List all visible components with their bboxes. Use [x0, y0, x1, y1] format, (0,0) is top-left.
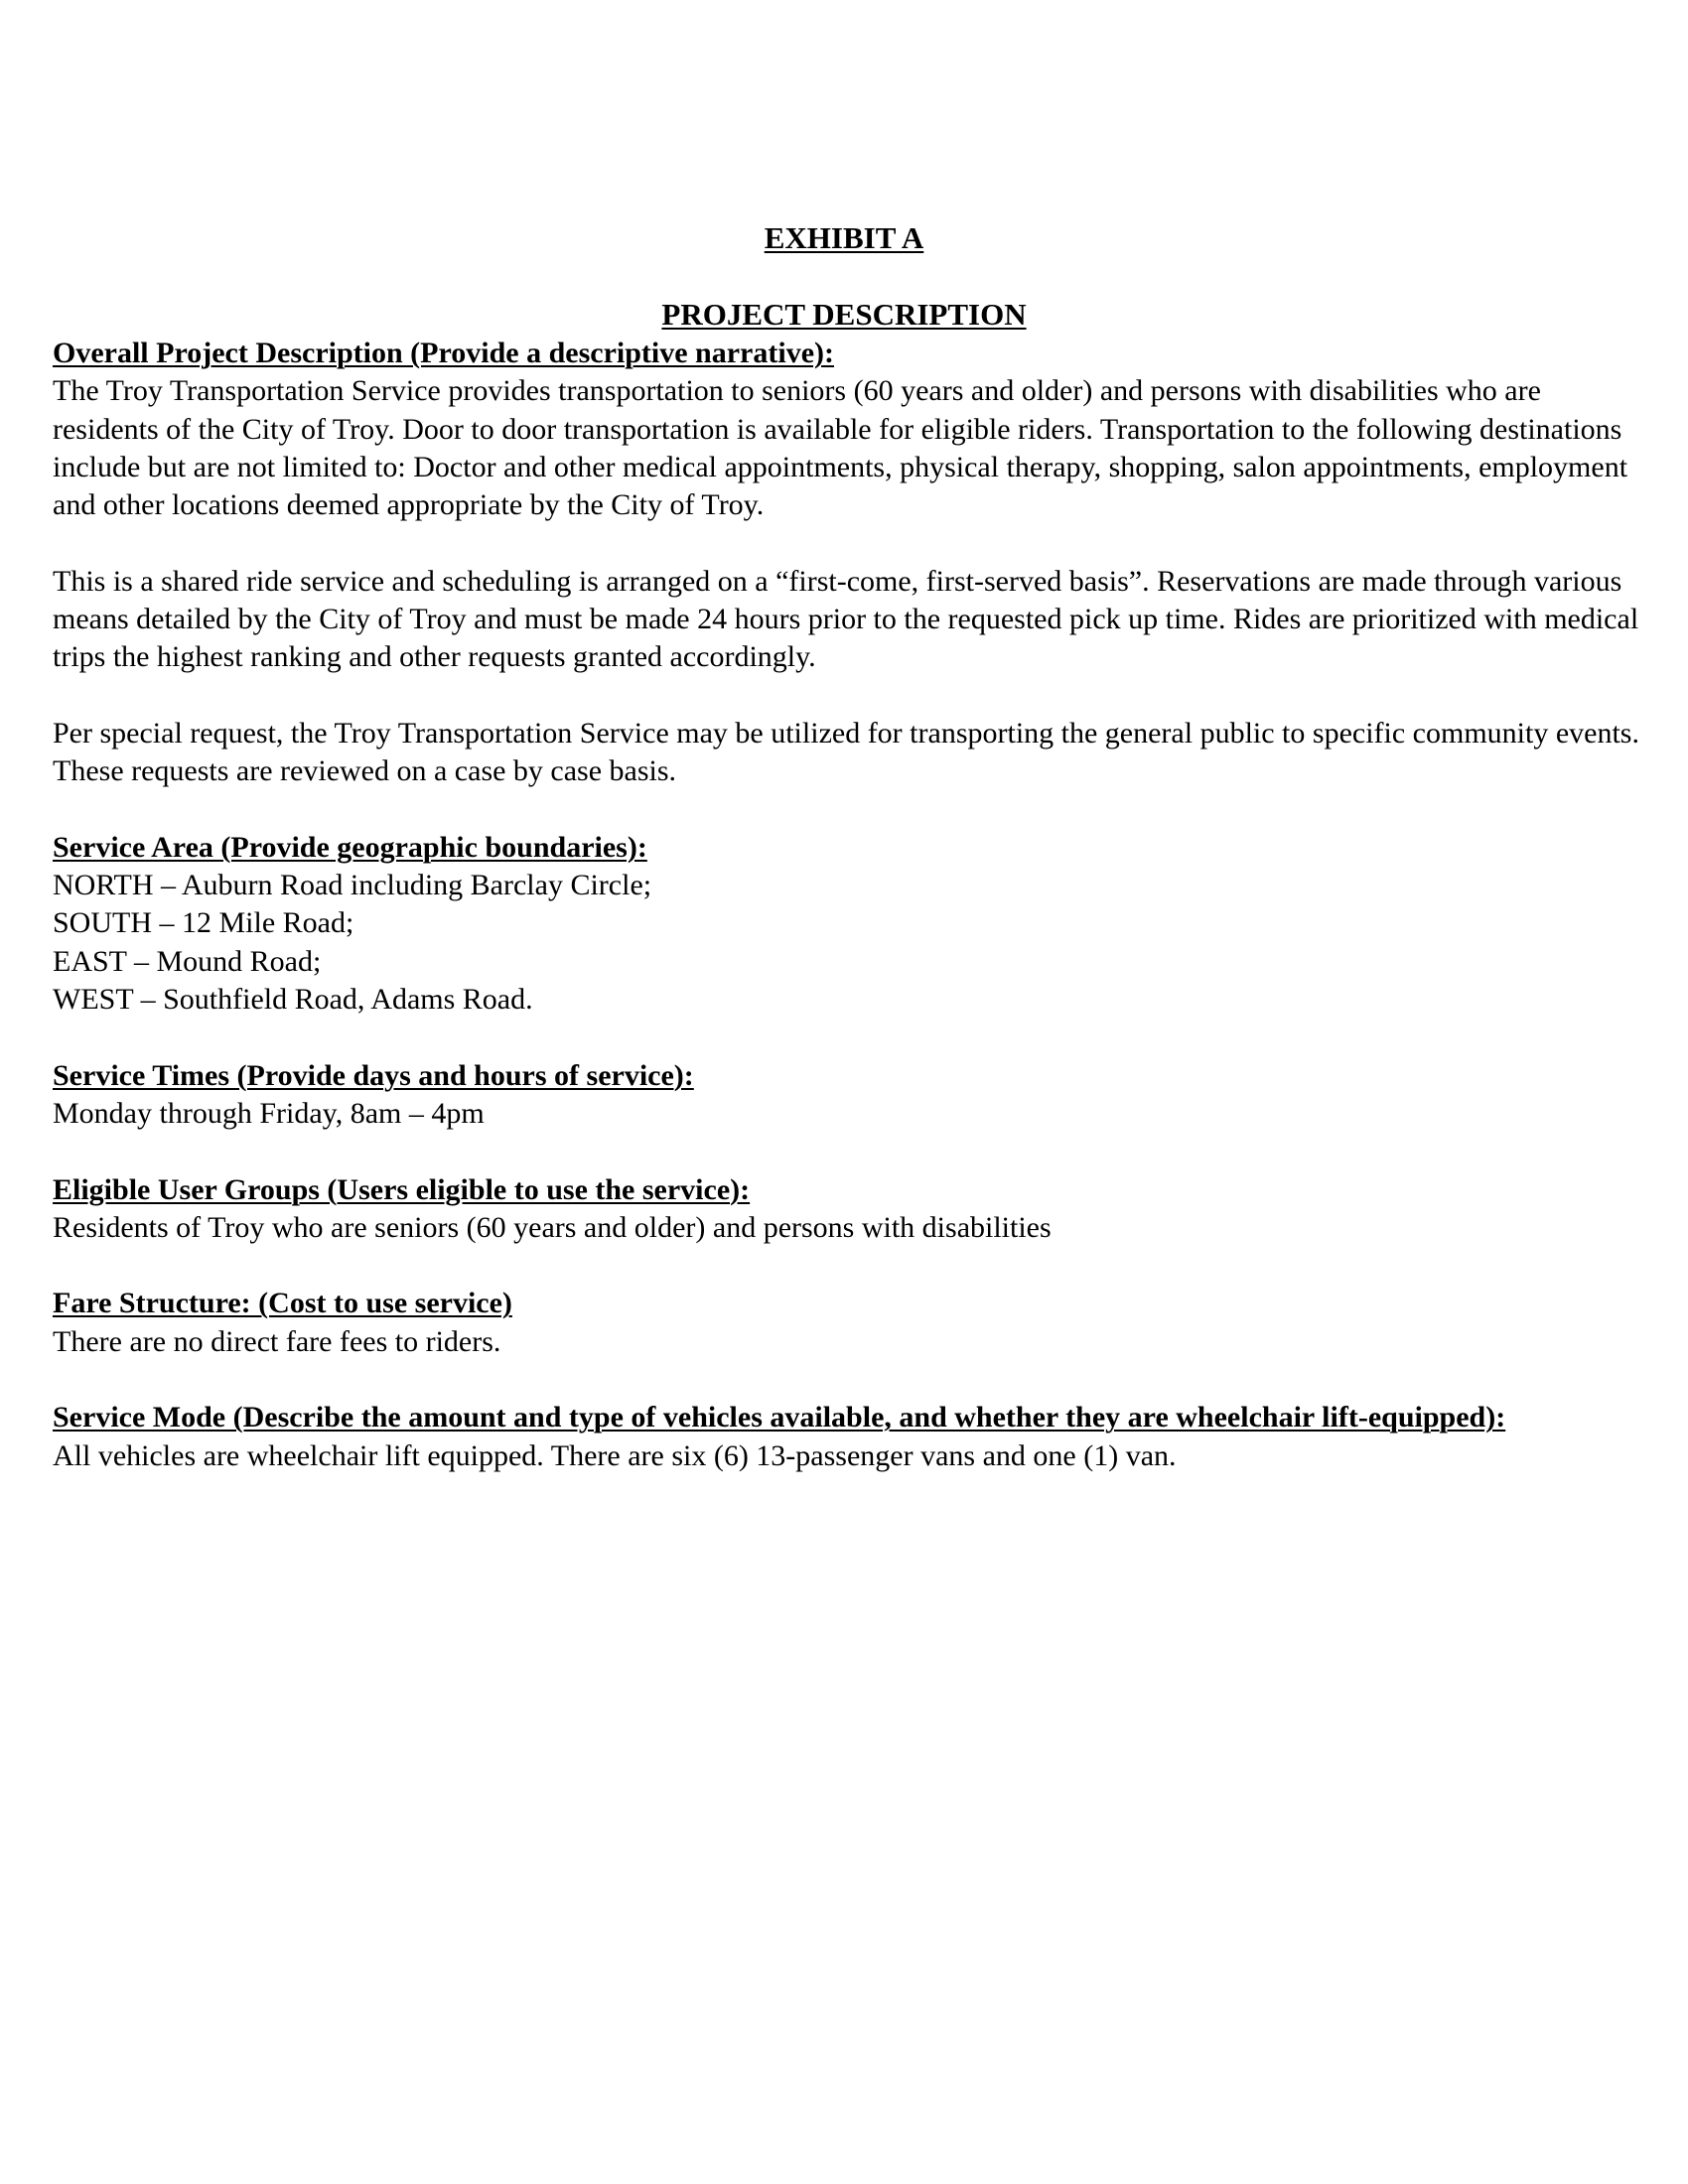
boundary-north: NORTH – Auburn Road including Barclay Circle;	[53, 869, 652, 902]
eligible-users-section	[53, 1171, 1641, 1248]
service-times-text: Monday through Friday, 8am – 4pm	[53, 1096, 485, 1130]
fare-section	[53, 1285, 1641, 1361]
eligible-users-text: Residents of Troy who are seniors (60 years and older) and persons with disabilities	[53, 1210, 1052, 1244]
document-title: PROJECT DESCRIPTION	[661, 297, 1027, 332]
boundary-west: WEST – Southfield Road, Adams Road.	[53, 983, 533, 1017]
eligible-users-heading: Eligible User Groups (Users eligible to use the service):	[53, 1172, 751, 1206]
boundary-list	[53, 867, 1641, 1019]
boundary-east: EAST – Mound Road;	[53, 944, 322, 978]
service-times-section	[53, 1057, 1641, 1134]
service-mode-heading: Service Mode (Describe the amount and type of vehicles available, and whether they are wheelchair lift-equipped):	[53, 1401, 1506, 1434]
fare-heading: Fare Structure: (Cost to use service)	[53, 1287, 512, 1320]
overall-heading: Overall Project Description (Provide a descriptive narrative):	[53, 337, 834, 369]
exhibit-title: EXHIBIT A	[764, 220, 924, 255]
service-area-section	[53, 829, 1641, 1019]
service-mode-section	[53, 1399, 1641, 1475]
overall-paragraph-1: The Troy Transportation Service provides transportation to seniors (60 years and older) and persons with disabilities who are residents of the City of Troy. Door to door transportation is available for eligible riders. Transportation to the following destinations include but are not limited to: Doctor and other medical appointments, physical therapy, shopping, salon appointments, employment and other locations deemed appropriate by the City of Troy.	[53, 374, 1628, 522]
service-times-heading: Service Times (Provide days and hours of service):	[53, 1058, 694, 1092]
document-body	[53, 335, 1641, 1475]
overall-section	[53, 335, 1641, 791]
overall-paragraph-2: This is a shared ride service and scheduling is arranged on a “first-come, first-served basis”. Reservations are made through various means detailed by the City of Troy and must be made 24 hours prior to the requested pick up time. Rides are prioritized with medical trips the highest ranking and other requests granted accordingly.	[53, 564, 1639, 674]
service-mode-text: All vehicles are wheelchair lift equipped. There are six (6) 13-passenger vans and one (1) van.	[53, 1438, 1177, 1472]
fare-text: There are no direct fare fees to riders.	[53, 1324, 501, 1358]
boundary-south: SOUTH – 12 Mile Road;	[53, 906, 354, 940]
overall-paragraph-3: Per special request, the Troy Transportation Service may be utilized for transporting the general public to specific community events. These requests are reviewed on a case by case basis.	[53, 716, 1639, 788]
service-area-heading: Service Area (Provide geographic boundaries):	[53, 830, 647, 864]
